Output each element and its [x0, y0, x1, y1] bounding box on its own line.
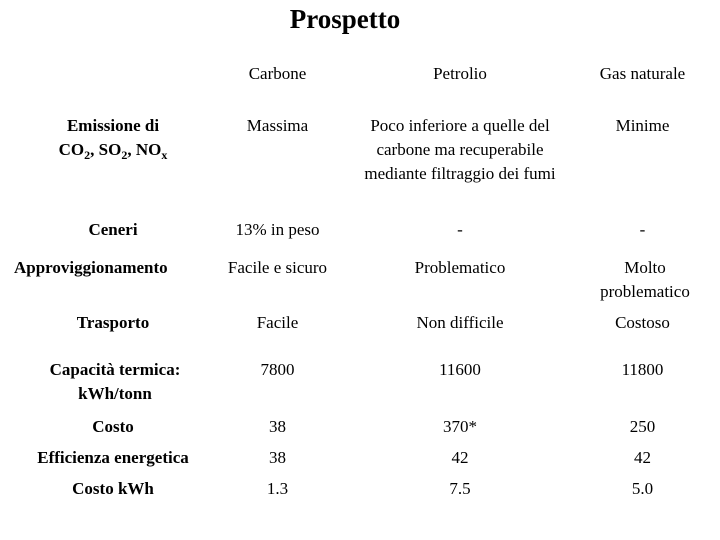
cell-costo-gas: 250: [629, 417, 656, 436]
cell-approvvigionamento-carbone: Facile e sicuro: [227, 258, 328, 277]
row-label-efficienza: Efficienza energetica: [37, 448, 189, 467]
row-label-ceneri: Ceneri: [88, 220, 138, 239]
cell-efficienza-petrolio: 42: [451, 448, 469, 467]
cell-costo-kwh-gas: 5.0: [631, 479, 654, 498]
cell-emissione-gas: Minime: [615, 116, 670, 135]
cell-efficienza-carbone: 38: [269, 448, 286, 467]
cell-trasporto-carbone: Facile: [256, 313, 299, 332]
cell-ceneri-petrolio: -: [457, 220, 463, 239]
cell-efficienza-gas: 42: [634, 448, 651, 467]
row-label-trasporto: Trasporto: [76, 313, 150, 332]
cell-costo-kwh-carbone: 1.3: [266, 479, 289, 498]
cell-costo-carbone: 38: [269, 417, 286, 436]
cell-costo-kwh-petrolio: 7.5: [449, 479, 471, 498]
cell-emissione-petrolio: Poco inferiore a quelle del carbone ma recuperabile mediante filtraggio dei fumi: [364, 116, 556, 183]
row-label-costo-kwh: Costo kWh: [72, 479, 154, 498]
page-title: Prospetto: [289, 4, 401, 34]
cell-ceneri-gas: -: [639, 220, 646, 239]
row-label-emissione-line1: Emissione di: [66, 116, 160, 135]
cell-ceneri-carbone: 13% in peso: [235, 220, 320, 239]
cell-trasporto-gas: Costoso: [615, 313, 670, 332]
row-label-approvvigionamento: Approviggionamento: [14, 258, 168, 277]
row-label-costo: Costo: [92, 417, 134, 436]
column-header-gas-naturale: Gas naturale: [599, 64, 686, 83]
row-label-capacita-termica: Capacità termica: kWh/tonn: [49, 360, 181, 403]
cell-trasporto-petrolio: Non difficile: [416, 313, 504, 332]
column-header-petrolio: Petrolio: [433, 64, 487, 83]
cell-emissione-carbone: Massima: [246, 116, 309, 135]
cell-costo-petrolio: 370*: [443, 417, 477, 436]
cell-capacita-petrolio: 11600: [439, 360, 481, 379]
column-header-carbone: Carbone: [248, 64, 307, 83]
cell-approvvigionamento-gas: Molto problematico: [600, 258, 690, 301]
cell-approvvigionamento-petrolio: Problematico: [414, 258, 506, 277]
row-label-emissione: Emissione di $CO_2$, $SO_2$, $NO_x$: [58, 116, 168, 162]
cell-capacita-gas: 11800: [621, 360, 664, 379]
cell-capacita-carbone: 7800: [260, 360, 295, 379]
